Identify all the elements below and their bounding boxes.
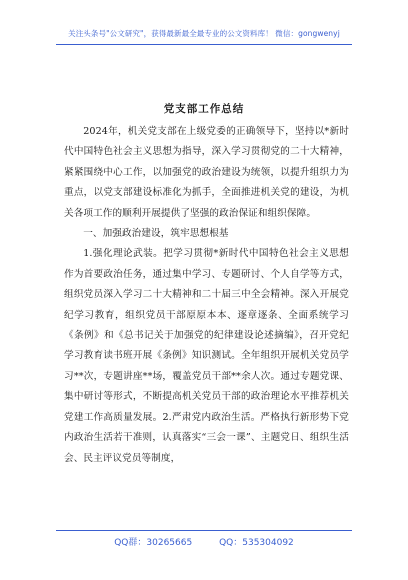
header-divider: [56, 44, 352, 45]
qq-group: QQ群：30265665: [114, 538, 193, 548]
footer-divider: [56, 530, 352, 531]
document-body: [64, 122, 349, 469]
section-heading: 一、加强政治建设，筑牢思想根基: [83, 228, 229, 240]
header-banner: 关注头条号"公文研究"，获得最新最全最专业的公文资料库！ 微信：gongwenyj: [68, 29, 340, 38]
document-title: 党支部工作总结: [163, 103, 245, 115]
footer: [0, 535, 408, 548]
qq-contact: QQ：535304092: [219, 538, 294, 548]
intro-paragraph: 2024年，机关党支部在上级党委的正确领导下，坚持以*新时代中国特色社会主义思想为指导，深入学习贯彻党的二十大精神，紧紧围绕中心工作，以加强党的政治建设为统领，以提升组织力为重点，以党支部建设标准化为抓手，全面推进机关党的建设，为机关各项工作的顺利开展提供了坚强的政治保证和组织保障。: [64, 126, 349, 219]
body-paragraph: 1.强化理论武装。把学习贯彻*新时代中国特色社会主义思想作为首要政治任务，通过集中学习、专题研讨、个人自学等方式，组织党员深入学习二十大精神和二十届三中全会精神。深入开展党纪学习教育，组织党员干部原原本本、逐章逐条、全面系统学习《条例》和《总书记关于加强党的纪律建设论述摘编》，召开党纪学习教育读书班开展《条例》知识测试。全年组织开展机关党员学习**次，专题讲座**场，覆盖党员干部**余人次。通过专题党课、集中研讨等形式，不断提高机关党员干部的政治理论水平推荐机关党建工作高质量发展。2.严肃党内政治生活。严格执行新形势下党内政治生活若干准则，认真落实“三会一课”、主题党日、组织生活会、民主评议党员等制度，: [64, 248, 349, 464]
